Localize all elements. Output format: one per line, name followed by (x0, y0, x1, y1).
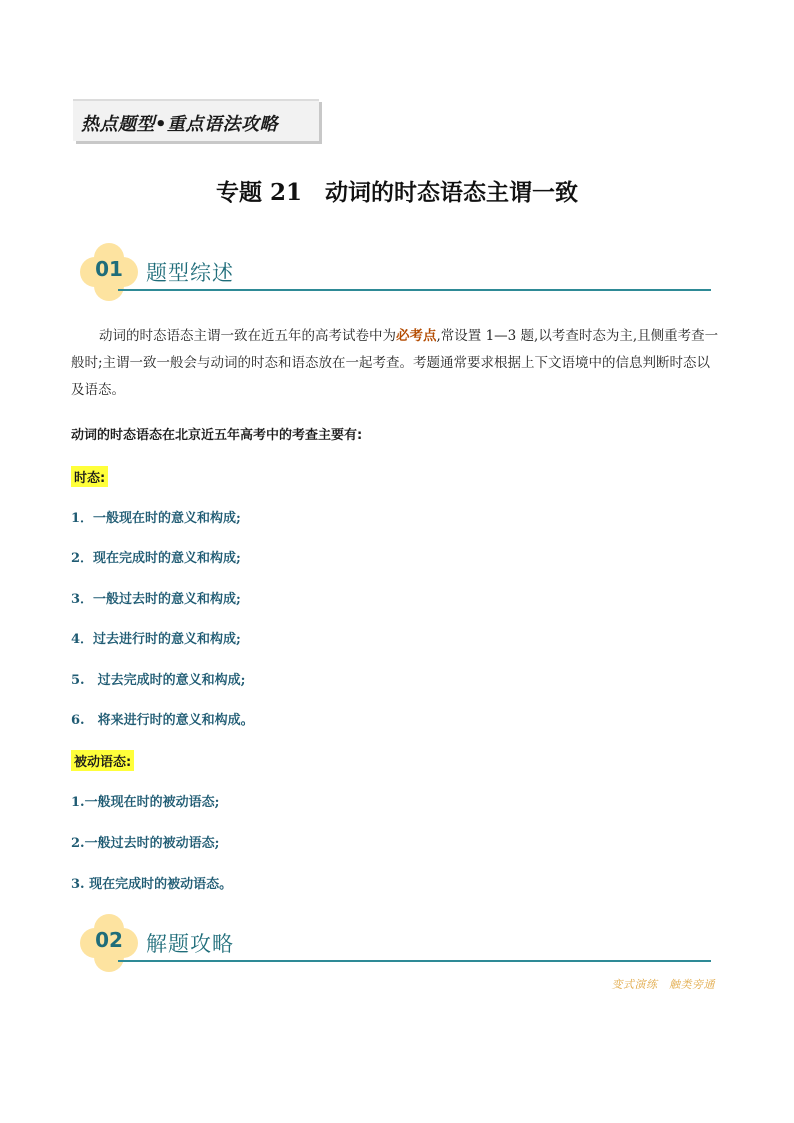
category-banner (73, 99, 319, 141)
passive-item: 1.一般现在时的被动语态; (71, 795, 220, 810)
section-divider (118, 289, 711, 291)
tense-item: 1．一般现在时的意义和构成; (71, 511, 241, 526)
tense-item: 5. 过去完成时的意义和构成; (71, 673, 246, 688)
banner-text: 热点题型•重点语法攻略 (81, 114, 279, 135)
section-number: 02 (95, 928, 123, 952)
section-title: 题型综述 (146, 261, 234, 285)
tense-item: 6. 将来进行时的意义和构成。 (71, 713, 254, 728)
passive-item: 2.一般过去时的被动语态; (71, 836, 220, 851)
exam-focus-lead: 动词的时态语态在北京近五年高考中的考查主要有: (71, 428, 363, 443)
intro-emphasis: 必考点 (396, 328, 437, 344)
tense-heading: 时态: (71, 466, 108, 487)
flower-badge-icon (80, 243, 138, 301)
passive-heading: 被动语态: (71, 750, 134, 771)
section-divider (118, 960, 711, 962)
tense-item: 4．过去进行时的意义和构成; (71, 632, 241, 647)
intro-text-start: 动词的时态语态主谓一致在近五年的高考试卷中为 (99, 328, 396, 344)
intro-text-end: ,常设置 1—3 题,以考查时态为主,且侧重考查一般时;主谓一致一般会与动词的时态和语态放在一起考查。考题通常要求根据上下文语境中的信息判断时态以及语态。 (71, 328, 719, 398)
section-number: 01 (95, 257, 123, 281)
section-title: 解题攻略 (146, 932, 234, 956)
tense-item: 3．一般过去时的意义和构成; (71, 592, 241, 607)
section-header-01 (80, 243, 720, 303)
practice-tagline: 变式演练 触类旁通 (611, 978, 715, 991)
tense-item: 2．现在完成时的意义和构成; (71, 551, 241, 566)
intro-paragraph (71, 323, 723, 404)
section-header-02 (80, 914, 720, 974)
page-title: 专题 21 动词的时态语态主谓一致 (215, 179, 578, 206)
flower-badge-icon (80, 914, 138, 972)
passive-item: 3. 现在完成时的被动语态。 (71, 877, 233, 892)
